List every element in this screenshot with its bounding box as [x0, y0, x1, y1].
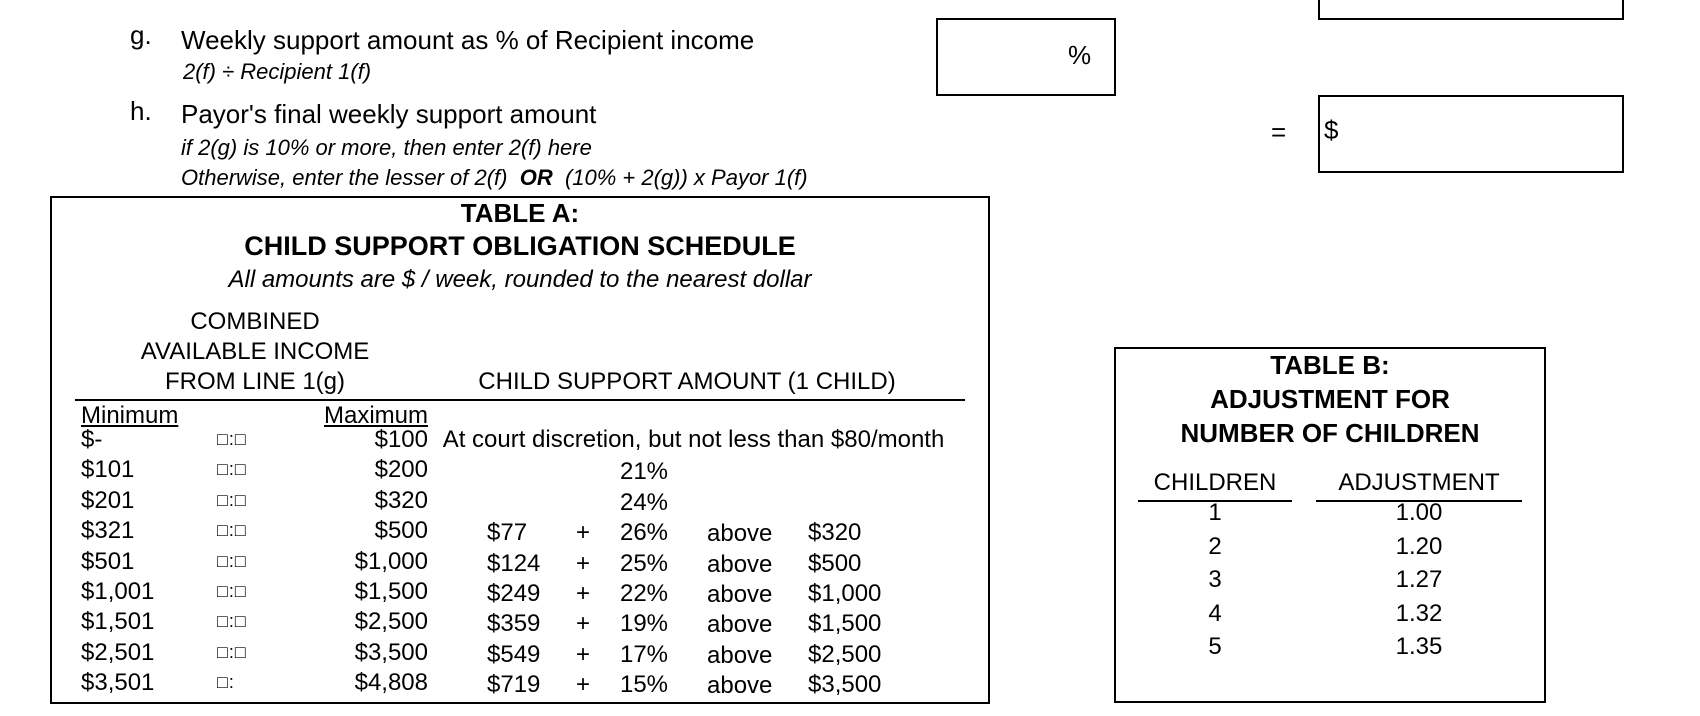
- row-max: $100: [374, 426, 428, 453]
- row-percent: 17%: [619, 641, 669, 668]
- row-base-amount: $77: [487, 519, 528, 546]
- row-base-amount: $249: [487, 580, 541, 607]
- line-h-note-or: OR: [519, 165, 553, 190]
- row-threshold: $1,000: [808, 580, 882, 607]
- line-g-percent-input[interactable]: [936, 18, 1116, 96]
- percent-sign: %: [1068, 40, 1092, 70]
- row-threshold: $500: [808, 550, 862, 577]
- row-plus: +: [576, 580, 591, 607]
- col-children: CHILDREN: [1153, 469, 1277, 496]
- income-header-2: AVAILABLE INCOME: [140, 338, 370, 365]
- row-percent: 25%: [619, 550, 669, 577]
- row-max: $4,808: [354, 669, 428, 696]
- row-separator: □:□: [217, 429, 247, 449]
- row-plus: +: [576, 550, 591, 577]
- row-separator: □:□: [217, 490, 247, 510]
- row-max: $200: [374, 456, 428, 483]
- row-min: $1,501: [81, 608, 155, 635]
- table-a-title: TABLE A:: [460, 198, 580, 228]
- row-above: above: [707, 642, 773, 669]
- row-max: $3,500: [354, 639, 428, 666]
- line-g-title: Weekly support amount as % of Recipient income: [181, 25, 755, 55]
- table-b: [1114, 347, 1546, 703]
- row-adjustment: 1.20: [1395, 533, 1443, 560]
- row-max: $2,500: [354, 608, 428, 635]
- table-a: [50, 196, 990, 704]
- row-children: 5: [1208, 633, 1222, 660]
- row-plus: +: [576, 671, 591, 698]
- row-separator: □:□: [217, 459, 247, 479]
- row-percent: 15%: [619, 671, 669, 698]
- row-above: above: [707, 581, 773, 608]
- row-min: $2,501: [81, 639, 155, 666]
- row-threshold: $320: [808, 519, 862, 546]
- row-separator: □:□: [217, 642, 247, 662]
- table-b-title-1: TABLE B:: [1270, 350, 1390, 380]
- row-children: 1: [1208, 499, 1222, 526]
- line-h-note-2: [181, 165, 808, 191]
- row-amount-text: At court discretion, but not less than $80/month: [442, 426, 945, 453]
- row-adjustment: 1.00: [1395, 499, 1443, 526]
- line-h-letter: h.: [130, 96, 152, 126]
- row-children: 3: [1208, 566, 1222, 593]
- line-g-letter: g.: [130, 20, 152, 50]
- row-separator: □:□: [217, 520, 247, 540]
- row-min: $101: [81, 456, 135, 483]
- row-min: $1,001: [81, 578, 155, 605]
- line-h-note-1: if 2(g) is 10% or more, then enter 2(f) here: [181, 135, 592, 160]
- row-base-amount: $549: [487, 641, 541, 668]
- row-percent: 24%: [619, 489, 669, 516]
- row-adjustment: 1.27: [1395, 566, 1443, 593]
- line-h-note-2b: (10% + 2(g)) x Payor 1(f): [564, 165, 808, 190]
- row-percent: 22%: [619, 580, 669, 607]
- table-b-title-2: ADJUSTMENT FOR: [1210, 384, 1450, 414]
- row-base-amount: $359: [487, 610, 541, 637]
- row-min: $201: [81, 487, 135, 514]
- table-a-subtitle: CHILD SUPPORT OBLIGATION SCHEDULE: [244, 231, 796, 261]
- row-max: $320: [374, 487, 428, 514]
- row-threshold: $2,500: [808, 641, 882, 668]
- line-h-title: Payor's final weekly support amount: [181, 99, 597, 129]
- row-separator: □:□: [217, 611, 247, 631]
- income-header-1: COMBINED: [190, 308, 320, 335]
- row-children: 2: [1208, 533, 1222, 560]
- row-separator: □:: [217, 672, 235, 692]
- row-separator: □:□: [217, 581, 247, 601]
- line-g-formula: 2(f) ÷ Recipient 1(f): [183, 59, 372, 84]
- row-above: above: [707, 520, 773, 547]
- row-min: $-: [81, 426, 103, 453]
- row-percent: 19%: [619, 610, 669, 637]
- row-min: $501: [81, 548, 135, 575]
- amount-header-rule: [407, 399, 965, 401]
- row-threshold: $1,500: [808, 610, 882, 637]
- row-above: above: [707, 611, 773, 638]
- row-base-amount: $124: [487, 550, 541, 577]
- dollar-sign: $: [1324, 115, 1339, 145]
- row-threshold: $3,500: [808, 671, 882, 698]
- row-adjustment: 1.35: [1395, 633, 1443, 660]
- row-percent: 26%: [619, 519, 669, 546]
- row-above: above: [707, 672, 773, 699]
- line-h-amount-input[interactable]: [1318, 95, 1624, 173]
- row-percent: 21%: [619, 458, 669, 485]
- row-plus: +: [576, 641, 591, 668]
- row-min: $321: [81, 517, 135, 544]
- table-b-title-3: NUMBER OF CHILDREN: [1180, 418, 1480, 448]
- amount-header: CHILD SUPPORT AMOUNT (1 CHILD): [478, 368, 896, 395]
- row-max: $1,000: [354, 548, 428, 575]
- col-minimum: Minimum: [81, 402, 179, 429]
- row-base-amount: $719: [487, 671, 541, 698]
- table-a-note: All amounts are $ / week, rounded to the nearest dollar: [228, 266, 812, 293]
- col-adjustment: ADJUSTMENT: [1338, 469, 1500, 496]
- col-maximum: Maximum: [323, 402, 428, 429]
- row-separator: □:□: [217, 551, 247, 571]
- row-plus: +: [576, 519, 591, 546]
- row-children: 4: [1208, 600, 1222, 627]
- row-min: $3,501: [81, 669, 155, 696]
- income-header-rule: [75, 399, 433, 401]
- row-plus: +: [576, 610, 591, 637]
- previous-line-input[interactable]: [1318, 0, 1624, 20]
- row-adjustment: 1.32: [1395, 600, 1443, 627]
- income-header-3: FROM LINE 1(g): [164, 368, 346, 395]
- row-max: $500: [374, 517, 428, 544]
- line-h-note-2a: Otherwise, enter the lesser of 2(f): [181, 165, 508, 190]
- row-max: $1,500: [354, 578, 428, 605]
- row-above: above: [707, 551, 773, 578]
- line-h-equals: =: [1271, 117, 1287, 147]
